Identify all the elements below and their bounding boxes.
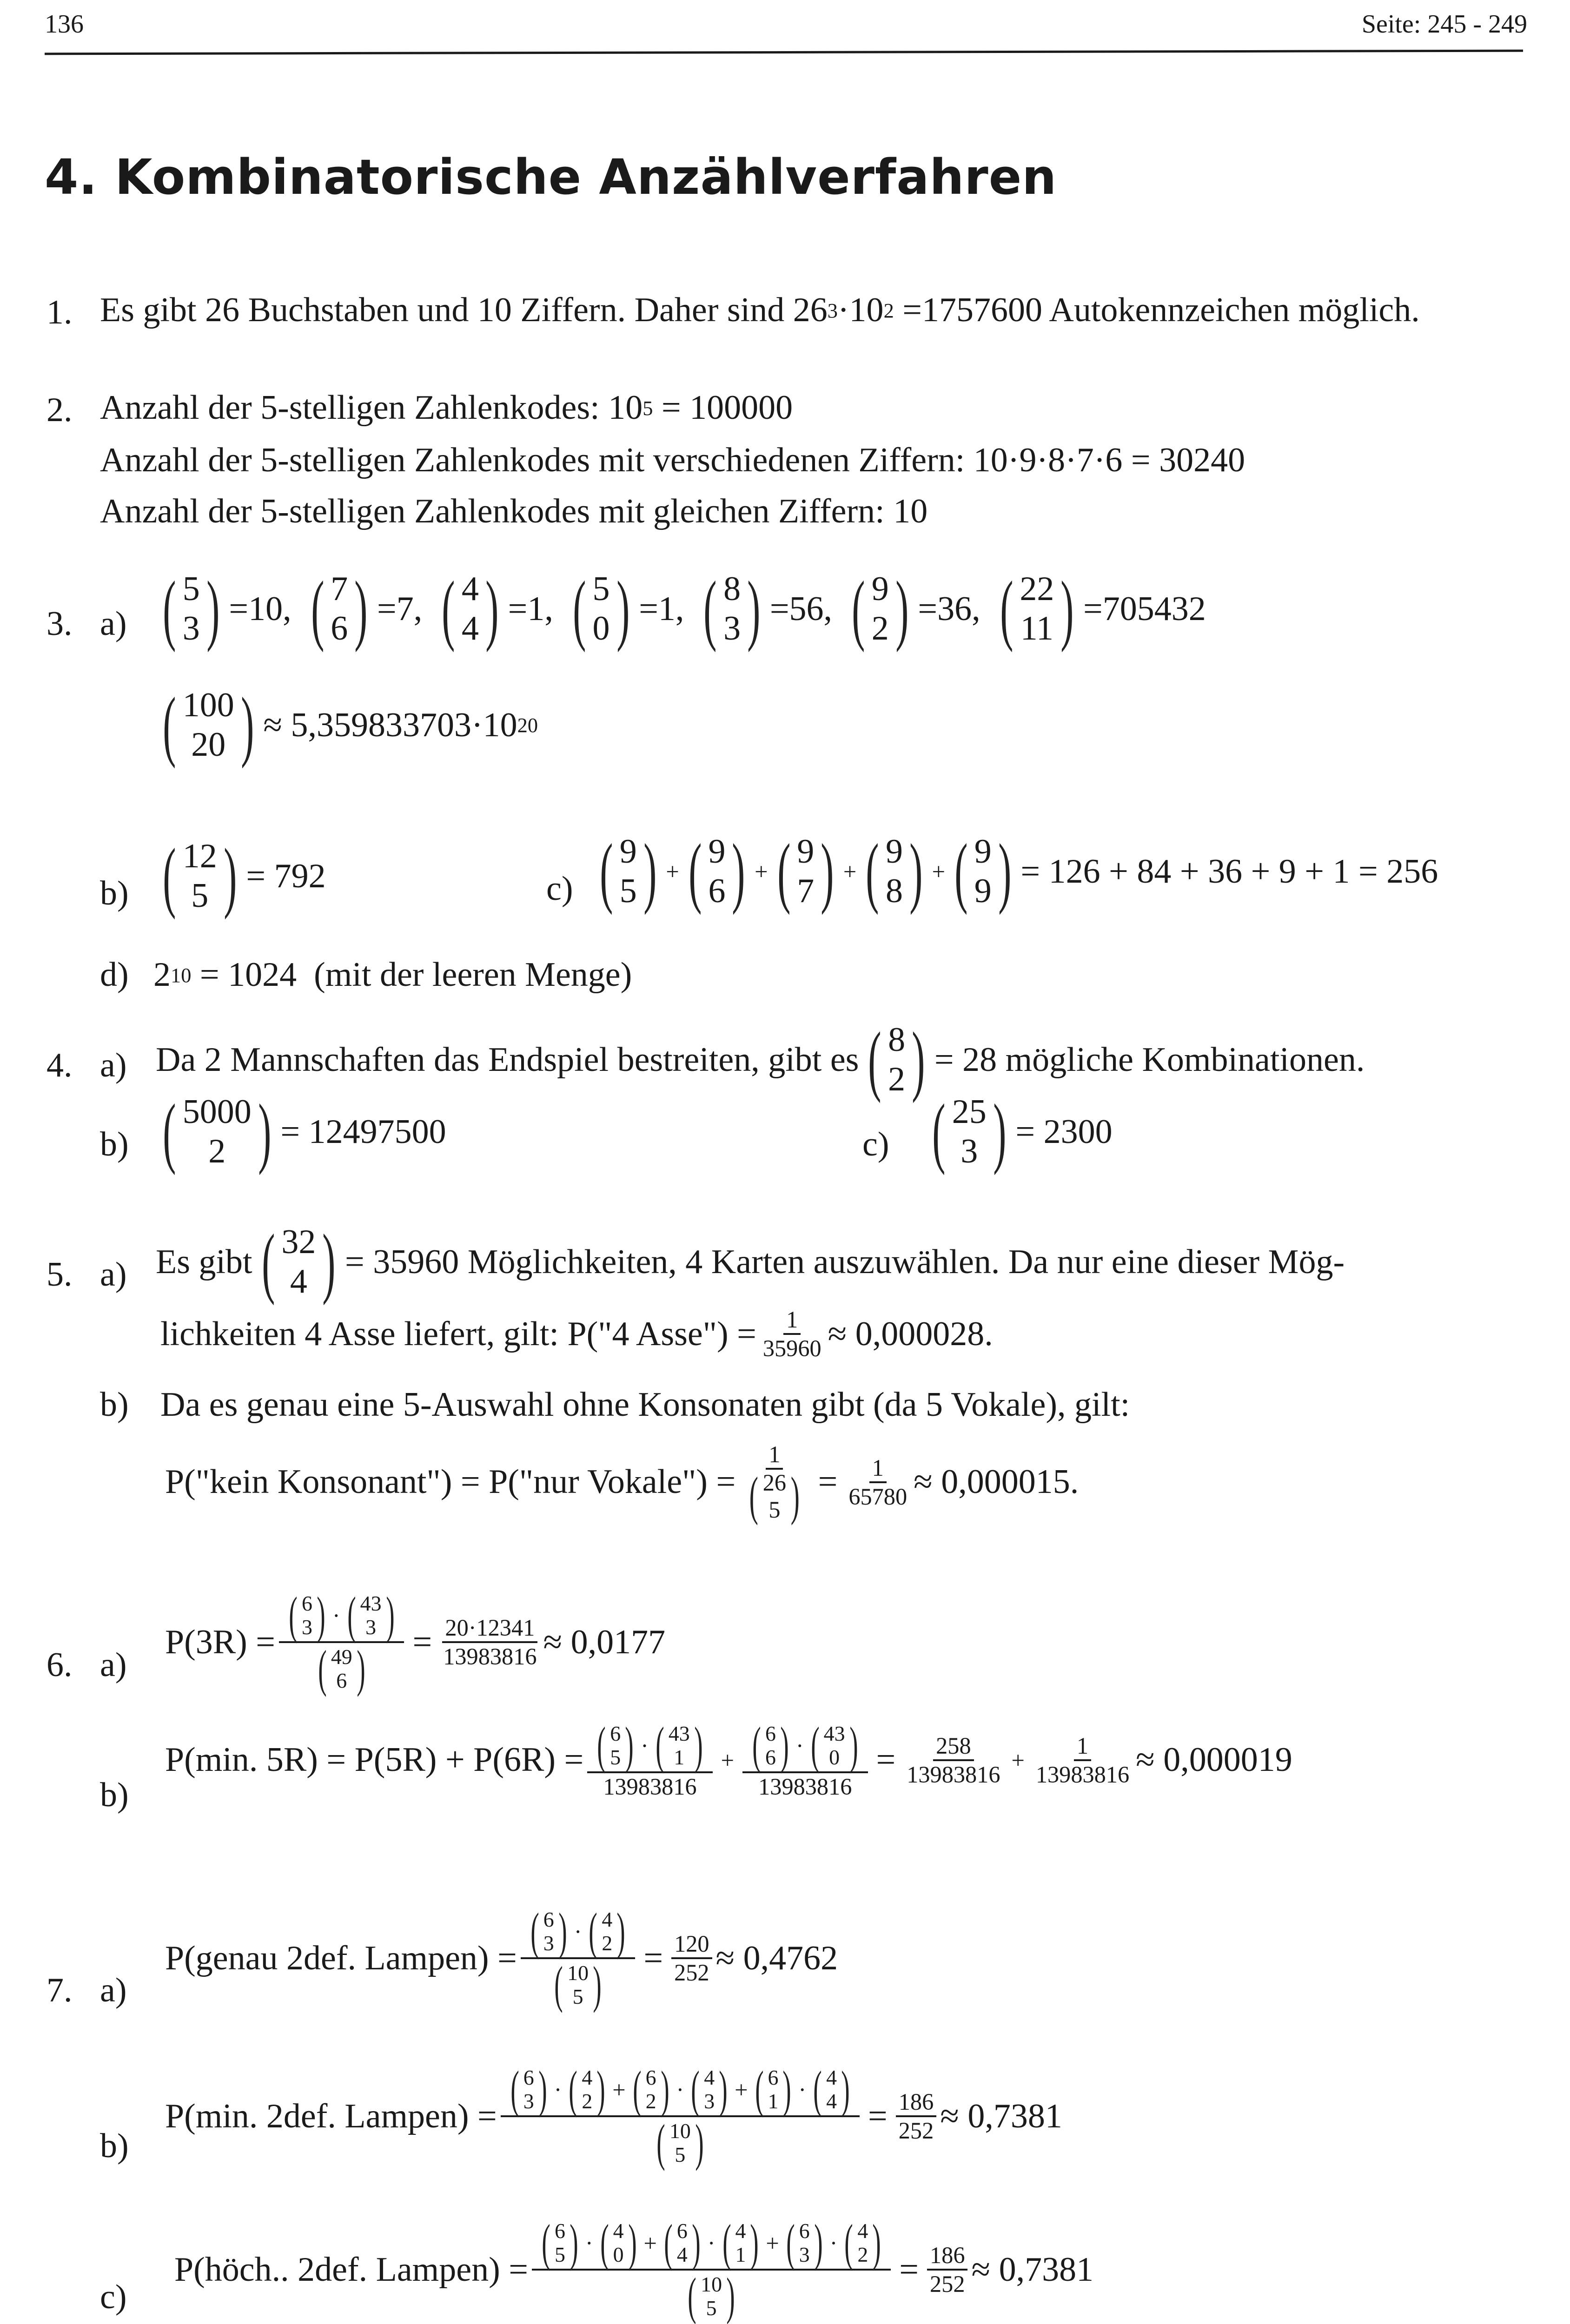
binomial: ( 49 6 ): [318, 1640, 365, 1697]
ex7-c-label: c): [100, 2278, 127, 2316]
binomial: ( 9 2 ): [852, 565, 909, 653]
binom-top: 4: [613, 2219, 624, 2243]
fraction-denominator: [647, 2114, 714, 2172]
binom-bottom: 2: [871, 609, 889, 648]
binom-top: 6: [302, 1591, 312, 1616]
ex6-b-lhs: P(min. 5R) = P(5R) + P(6R) =: [165, 1741, 584, 1779]
fraction-numerator: 120: [671, 1930, 712, 1959]
equals-sign: =: [643, 1939, 663, 1977]
plus-sign: +: [843, 858, 857, 885]
ex7-b-result: ≈ 0,7381: [940, 2097, 1062, 2135]
ex3-c: [590, 827, 1438, 915]
ex4-b-label: b): [100, 1125, 129, 1163]
binom-top: 8: [888, 1021, 906, 1059]
ex6-b-result: ≈ 0,000019: [1136, 1741, 1292, 1779]
ex3-d-text: = 1024 (mit der leeren Menge): [191, 956, 632, 994]
fraction: [896, 2088, 936, 2144]
binom-bottom: 11: [1020, 609, 1053, 648]
binomial-result: =36,: [918, 589, 980, 628]
binomial: ( 4 4 ): [813, 2061, 850, 2118]
binomial: ( 4 4 ): [442, 565, 499, 653]
ex5-b-label: b): [100, 1386, 129, 1424]
fraction-denominator: 13983816: [1035, 1761, 1130, 1788]
binom-top: 5000: [182, 1093, 252, 1131]
fraction-denominator: 65780: [848, 1483, 908, 1510]
fraction-numerator: 1: [869, 1454, 887, 1483]
ex6-a: [165, 1587, 666, 1697]
ex4-b-result: = 12497500: [280, 1112, 446, 1151]
ex4-a-text: Da 2 Mannschaften das Endspiel bestreiten, gibt es: [156, 1040, 859, 1079]
binom-top: 100: [182, 686, 234, 724]
binom-top: 6: [543, 1908, 554, 1932]
binom-top: 4: [461, 570, 479, 608]
binom-top: 25: [952, 1093, 987, 1131]
binom-bottom: 5: [619, 872, 637, 911]
binom-top: 32: [281, 1223, 316, 1261]
ex2-l1-a: Anzahl der 5-stelligen Zahlenkodes: 10: [100, 389, 643, 427]
binom-top: 9: [797, 832, 815, 871]
exercise-3-number: 3.: [46, 605, 73, 643]
fraction-numerator: 186: [896, 2088, 936, 2117]
binomial: ( 4 3 ): [691, 2061, 728, 2118]
binomial: ( 6 1 ): [755, 2061, 792, 2118]
binom-top: 7: [331, 570, 348, 608]
binom-bottom: 3: [543, 1931, 554, 1955]
exercise-1-text: Es gibt 26 Buchstaben und 10 Ziffern. Daher sind 26 3 ·10 2 =1757600 Autokennzeichen möglich.: [100, 291, 1420, 329]
equals-sign: =: [899, 2250, 919, 2289]
binomial: ( 7 6 ): [311, 565, 368, 653]
binom-top: 4: [704, 2066, 715, 2090]
binomial: ( 9 5 ): [600, 827, 657, 915]
equals-sign: =: [876, 1741, 896, 1779]
dot: ·: [707, 2230, 715, 2256]
binom-bottom: 6: [336, 1668, 347, 1692]
exercise-6-number: 6.: [46, 1646, 73, 1684]
dot: ·: [641, 1732, 649, 1759]
ex3-d: 2 10 = 1024 (mit der leeren Menge): [153, 956, 632, 994]
fraction-numerator: 20·12341: [442, 1614, 537, 1643]
binomial: ( 6 5 ): [597, 1717, 634, 1774]
plus-sign: +: [1011, 1747, 1025, 1773]
binom-bottom: 2: [645, 2089, 656, 2113]
binom-top: 6: [554, 2219, 565, 2243]
binom-top: 4: [857, 2219, 868, 2243]
ex3-a-binomials: [153, 565, 1216, 653]
ex1-text-c: =1757600 Autokennzeichen möglich.: [894, 291, 1420, 329]
binomial: ( 8 2 ): [868, 1016, 925, 1103]
ex6-b: [165, 1717, 1292, 1800]
fraction-denominator: 13983816: [907, 1761, 1000, 1788]
fraction: [927, 2242, 967, 2298]
fraction-numerator: 186: [927, 2242, 967, 2271]
binomial-result: =56,: [769, 589, 833, 628]
exercise-5-number: 5.: [46, 1255, 73, 1294]
ex6-a-label: a): [100, 1646, 127, 1684]
binomial: ( 6 3 ): [510, 2061, 547, 2118]
binom-bottom: 3: [723, 609, 741, 648]
fraction-numerator: [501, 2061, 860, 2118]
fraction: [587, 1717, 712, 1800]
fraction-denominator: 252: [898, 2118, 934, 2144]
binom-top: 10: [567, 1961, 589, 1985]
ex3-b-label: b): [100, 874, 129, 912]
fraction-denominator: 13983816: [603, 1774, 697, 1800]
binom-top: 6: [676, 2219, 688, 2243]
binom-top: 4: [735, 2219, 746, 2243]
binomial: ( 12 5 ): [163, 832, 237, 920]
fraction-denominator: 35960: [762, 1335, 821, 1361]
binomial: ( 9 9 ): [954, 827, 1012, 915]
ex7-c: [174, 2214, 1094, 2324]
plus-sign: +: [721, 1747, 735, 1773]
binomial: ( 8 3 ): [703, 565, 761, 653]
fraction: [742, 1717, 868, 1800]
dot: ·: [798, 2076, 807, 2103]
binomial: ( 10 5 ): [688, 2268, 735, 2324]
dot: ·: [574, 1918, 582, 1945]
equals-sign: =: [412, 1623, 432, 1661]
binom-top: 9: [885, 832, 903, 871]
binom-top: 10: [701, 2272, 722, 2297]
exercise-4-number: 4.: [46, 1046, 73, 1084]
fraction-numerator: 1: [783, 1306, 801, 1335]
binomial: ( 6 3 ): [786, 2214, 823, 2271]
fraction: [440, 1614, 539, 1670]
binom-top: 9: [974, 832, 992, 871]
ex4-a-result: = 28 mögliche Kombinationen.: [934, 1040, 1365, 1079]
ex7-a-lhs: P(genau 2def. Lampen) =: [165, 1939, 517, 1977]
binomial: ( 9 6 ): [688, 827, 745, 915]
ex5-b-line-2: [165, 1441, 1079, 1524]
ex7-a-label: a): [100, 1971, 127, 2009]
ex5-a-line2-text: lichkeiten 4 Asse liefert, gilt: P("4 Asse") =: [160, 1314, 756, 1353]
plus-sign: +: [612, 2076, 626, 2103]
binom-bottom: 0: [829, 1745, 840, 1769]
exercise-1-number: 1.: [46, 293, 73, 331]
ex5-a-label: a): [100, 1255, 127, 1294]
fraction: [279, 1587, 404, 1697]
binom-bottom: 1: [768, 2089, 779, 2113]
ex7-b-lhs: P(min. 2def. Lampen) =: [165, 2097, 497, 2135]
binomial: ( 5 0 ): [573, 565, 630, 653]
page-number: 136: [45, 10, 84, 39]
binom-bottom: 2: [208, 1132, 226, 1171]
binom-bottom: 3: [704, 2089, 715, 2113]
fraction-denominator: [739, 1466, 809, 1526]
section-title: 4. Kombinatorische Anzählverfahren: [45, 149, 1057, 205]
binom-bottom: 5: [675, 2142, 686, 2166]
ex3-a2: ( 100 20 ) ≈ 5,359833703·10 20: [153, 686, 538, 765]
ex3-b: [153, 832, 326, 920]
binom-bottom: 0: [592, 609, 610, 648]
binomial: ( 6 4 ): [664, 2214, 701, 2271]
ex2-l1-b: = 100000: [653, 389, 793, 427]
ex1-text-a: Es gibt 26 Buchstaben und 10 Ziffern. Daher sind 26: [100, 291, 828, 329]
fraction-numerator: [742, 1717, 868, 1774]
binomial: ( 4 1 ): [722, 2214, 759, 2271]
binom-bottom: 4: [290, 1262, 307, 1301]
binomial: ( 25 3 ): [932, 1088, 1007, 1175]
binom-bottom: 5: [572, 1984, 583, 2008]
ex3-d-base: 2: [153, 956, 171, 994]
binom-bottom: 8: [885, 872, 903, 911]
binom-top: 43: [360, 1591, 382, 1616]
binom-bottom: 6: [331, 609, 348, 648]
binom-top: 43: [823, 1722, 845, 1746]
binomial-result: =10,: [229, 589, 291, 628]
header-rule: [45, 50, 1523, 55]
binomial: ( 9 7 ): [777, 827, 834, 915]
binomial: ( 4 2 ): [844, 2214, 881, 2271]
exercise-2-line-3: Anzahl der 5-stelligen Zahlenkodes mit gleichen Ziffern: 10: [100, 492, 928, 530]
fraction-numerator: [521, 1903, 636, 1960]
fraction-numerator: 1: [1074, 1732, 1091, 1761]
ex7-a-result: ≈ 0,4762: [715, 1939, 838, 1977]
binomial: ( 26 5 ): [749, 1466, 800, 1526]
fraction-numerator: 1: [766, 1441, 783, 1470]
dot: ·: [829, 2230, 838, 2256]
binomial: ( 4 0 ): [600, 2214, 637, 2271]
ex7-a: [165, 1903, 838, 2014]
binom-bottom: 3: [799, 2242, 810, 2266]
binomial: ( 4 2 ): [589, 1903, 626, 1960]
plus-sign: +: [755, 858, 768, 885]
ex4-c-result: = 2300: [1015, 1112, 1113, 1151]
binom-top: 12: [182, 837, 217, 875]
binom-top: 4: [582, 2066, 593, 2090]
binom-bottom: 5: [191, 877, 209, 915]
binomial: ( 9 8 ): [866, 827, 923, 915]
binom-bottom: 4: [826, 2089, 837, 2113]
fraction: [904, 1732, 1003, 1788]
ex4-b: [153, 1088, 446, 1175]
binom-bottom: 3: [523, 2089, 534, 2113]
plus-sign: +: [643, 2230, 657, 2256]
binom-bottom: 5: [610, 1745, 621, 1769]
binom-top: 6: [799, 2219, 810, 2243]
binom-bottom: 2: [602, 1931, 613, 1955]
binomial: ( 10 5 ): [656, 2114, 704, 2172]
ex3-b-result: = 792: [246, 857, 326, 895]
plus-sign: +: [766, 2230, 779, 2256]
ex5-b-line2-text: P("kein Konsonant") = P("nur Vokale") =: [165, 1463, 736, 1501]
binom-top: 5: [592, 570, 610, 608]
binomial-result: =705432: [1083, 589, 1206, 628]
binom-bottom: 2: [857, 2242, 868, 2266]
binomial: ( 43 3 ): [347, 1587, 395, 1644]
ex5-b-line-1: Da es genau eine 5-Auswahl ohne Konsonaten gibt (da 5 Vokale), gilt:: [160, 1386, 1130, 1424]
ex1-text-b: ·10: [837, 291, 884, 329]
fraction: [846, 1454, 910, 1510]
equals-sign: =: [868, 2097, 888, 2135]
binom-bottom: 20: [191, 726, 226, 764]
binom-bottom: 3: [365, 1615, 377, 1639]
binomial-result: =1,: [639, 589, 684, 628]
fraction-denominator: [544, 1956, 611, 2014]
binom-bottom: 4: [461, 609, 479, 648]
binomial: ( 6 5 ): [542, 2214, 578, 2271]
binom-top: 49: [331, 1645, 352, 1669]
binom-bottom: 7: [797, 872, 815, 911]
exercise-2-number: 2.: [46, 391, 73, 429]
binomial: ( 6 2 ): [632, 2061, 669, 2118]
fraction: [760, 1306, 824, 1362]
fraction-denominator: 252: [674, 1960, 709, 1986]
ex7-c-result: ≈ 0,7381: [971, 2250, 1094, 2289]
fraction: [532, 2214, 891, 2324]
ex3-a-label: a): [100, 605, 127, 643]
ex4-c-label: c): [862, 1125, 889, 1163]
fraction: [501, 2061, 860, 2172]
fraction-denominator: [678, 2268, 745, 2324]
ex7-b-label: b): [100, 2127, 129, 2165]
binom-top: 6: [645, 2066, 656, 2090]
binom-bottom: 3: [961, 1132, 978, 1171]
binom-top: 10: [669, 2119, 691, 2143]
binomial: ( 6 6 ): [752, 1717, 789, 1774]
binom-top: 6: [610, 1722, 621, 1746]
fraction: [1033, 1732, 1132, 1788]
binom-bottom: 5: [706, 2296, 717, 2320]
fraction-denominator: [308, 1640, 375, 1697]
binom-bottom: 5: [554, 2242, 565, 2266]
binom-bottom: 6: [708, 872, 726, 911]
binom-top: 4: [826, 2066, 837, 2090]
ex7-b: [165, 2061, 1062, 2172]
binomial: ( 32 4 ): [261, 1218, 336, 1306]
fraction-denominator: 252: [930, 2271, 965, 2297]
binom-top: 9: [708, 832, 726, 871]
ex3-c-label: c): [546, 870, 573, 908]
binomial-result: =7,: [377, 589, 423, 628]
binom-bottom: 2: [582, 2089, 593, 2113]
equals-sign: =: [818, 1463, 838, 1501]
ex5-a-result: ≈ 0,000028.: [828, 1314, 993, 1353]
binom-top: 6: [768, 2066, 779, 2090]
page-reference: Seite: 245 - 249: [1361, 10, 1527, 39]
binom-bottom: 4: [676, 2242, 688, 2266]
binom-bottom: 0: [613, 2242, 624, 2266]
fraction-denominator: 13983816: [443, 1644, 537, 1670]
fraction-numerator: [587, 1717, 712, 1774]
dot: ·: [554, 2076, 562, 2103]
plus-sign: +: [735, 2076, 748, 2103]
ex6-b-label: b): [100, 1776, 129, 1814]
dot: ·: [676, 2076, 684, 2103]
ex6-a-result: ≈ 0,0177: [543, 1623, 666, 1661]
fraction: [739, 1441, 809, 1524]
binom-bottom: 1: [674, 1745, 685, 1769]
binomial: ( 5000 2 ): [163, 1088, 272, 1175]
exercise-2-line-2: Anzahl der 5-stelligen Zahlenkodes mit verschiedenen Ziffern: 10·9·8·7·6 = 30240: [100, 441, 1245, 479]
binomial: ( 43 1 ): [656, 1717, 703, 1774]
binom-top: 6: [765, 1722, 776, 1746]
fraction-denominator: 13983816: [758, 1774, 852, 1800]
binomial: ( 4 2 ): [569, 2061, 606, 2118]
binom-top: 5: [182, 570, 200, 608]
binom-bottom: 6: [765, 1745, 776, 1769]
binom-top: 26: [762, 1470, 787, 1496]
binom-bottom: 3: [182, 609, 200, 648]
fraction-numerator: [279, 1587, 404, 1644]
binomial: ( 100 20 ): [163, 681, 254, 769]
binomial: ( 43 0 ): [810, 1717, 858, 1774]
ex4-a-label: a): [100, 1046, 127, 1084]
binomial-result: =1,: [508, 589, 553, 628]
fraction: [521, 1903, 636, 2014]
binom-bottom: 2: [888, 1060, 906, 1099]
ex5-a-line-1: [156, 1218, 1345, 1306]
fraction-numerator: 258: [933, 1732, 974, 1761]
ex5-a-line-2: [160, 1306, 993, 1362]
binom-top: 9: [619, 832, 637, 871]
binom-bottom: 5: [768, 1496, 781, 1523]
ex6-a-lhs: P(3R) =: [165, 1623, 276, 1661]
ex7-c-lhs: P(höch.. 2def. Lampen) =: [174, 2250, 528, 2289]
ex5-b-result: ≈ 0,000015.: [914, 1463, 1079, 1501]
ex3-c-result: = 126 + 84 + 36 + 9 + 1 = 256: [1020, 852, 1438, 891]
binom-top: 6: [523, 2066, 534, 2090]
binom-top: 43: [668, 1722, 690, 1746]
dot: ·: [585, 2230, 593, 2256]
fraction: [671, 1930, 712, 1986]
fraction-numerator: [532, 2214, 891, 2271]
ex5-a-text-2: = 35960 Möglichkeiten, 4 Karten auszuwählen. Da nur eine dieser Mög-: [345, 1242, 1345, 1281]
binomial: ( 6 3 ): [530, 1903, 567, 1960]
exercise-7-number: 7.: [46, 1971, 73, 2009]
binomial: ( 22 11 ): [1000, 565, 1074, 653]
ex4-a: [156, 1016, 1365, 1103]
dot: ·: [795, 1732, 804, 1759]
binom-top: 4: [602, 1908, 613, 1932]
ex3-a2-result: ≈ 5,359833703·10: [263, 706, 517, 744]
plus-sign: +: [932, 858, 945, 885]
binom-top: 9: [871, 570, 889, 608]
binom-top: 8: [723, 570, 741, 608]
ex3-d-label: d): [100, 956, 129, 994]
binom-bottom: 1: [735, 2242, 746, 2266]
binomial: ( 10 5 ): [554, 1956, 602, 2014]
exercise-2-line-1: Anzahl der 5-stelligen Zahlenkodes: 10 5 = 100000: [100, 389, 793, 427]
binom-bottom: 9: [974, 872, 992, 911]
ex5-a-text-1: Es gibt: [156, 1242, 252, 1281]
dot: ·: [332, 1602, 340, 1629]
plus-sign: +: [666, 858, 679, 885]
binomial: ( 6 3 ): [289, 1587, 325, 1644]
ex4-c: [923, 1088, 1113, 1175]
binom-top: 22: [1020, 570, 1054, 608]
binomial: ( 5 3 ): [163, 565, 220, 653]
binom-bottom: 3: [302, 1615, 312, 1639]
